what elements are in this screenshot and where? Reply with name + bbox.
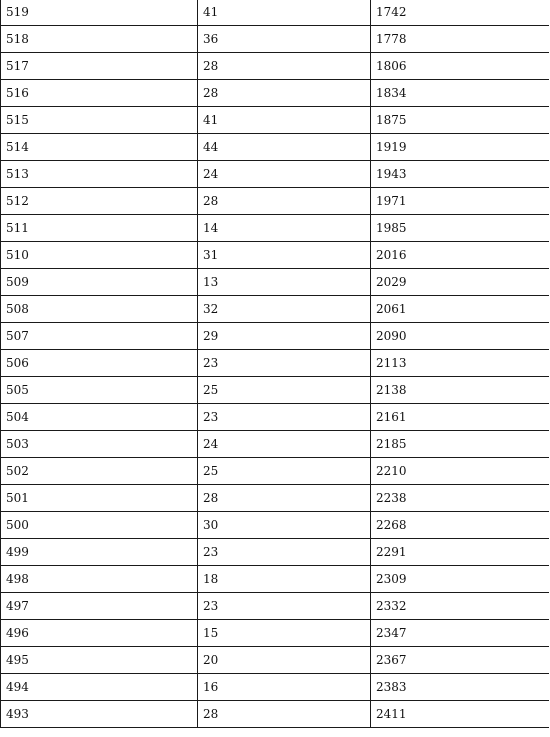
cumulative-cell: 2138 (371, 377, 550, 404)
score-cell: 495 (1, 647, 198, 674)
table-row (1, 674, 550, 701)
table-row (1, 350, 550, 377)
table-row (1, 134, 550, 161)
cumulative-cell: 2367 (371, 647, 550, 674)
table-row (1, 566, 550, 593)
count-cell: 28 (198, 701, 371, 728)
cumulative-cell: 2029 (371, 269, 550, 296)
score-cell: 502 (1, 458, 198, 485)
count-cell: 23 (198, 404, 371, 431)
cumulative-cell: 2113 (371, 350, 550, 377)
cumulative-cell: 2090 (371, 323, 550, 350)
cumulative-cell: 2383 (371, 674, 550, 701)
score-cell: 515 (1, 107, 198, 134)
table-row (1, 539, 550, 566)
table-row (1, 620, 550, 647)
cumulative-cell: 1742 (371, 0, 550, 26)
table-row (1, 26, 550, 53)
cumulative-cell: 1919 (371, 134, 550, 161)
score-cell: 511 (1, 215, 198, 242)
count-cell: 32 (198, 296, 371, 323)
table-row (1, 431, 550, 458)
count-cell: 28 (198, 188, 371, 215)
score-cell: 508 (1, 296, 198, 323)
count-cell: 18 (198, 566, 371, 593)
table-row (1, 80, 550, 107)
cumulative-cell: 2185 (371, 431, 550, 458)
score-cell: 506 (1, 350, 198, 377)
score-cell: 504 (1, 404, 198, 431)
score-cell: 519 (1, 0, 198, 26)
table-row (1, 242, 550, 269)
count-cell: 25 (198, 377, 371, 404)
cumulative-cell: 1778 (371, 26, 550, 53)
score-cell: 496 (1, 620, 198, 647)
count-cell: 28 (198, 53, 371, 80)
count-cell: 28 (198, 80, 371, 107)
table-row (1, 161, 550, 188)
cumulative-cell: 2291 (371, 539, 550, 566)
count-cell: 41 (198, 0, 371, 26)
count-cell: 44 (198, 134, 371, 161)
score-cell: 501 (1, 485, 198, 512)
score-cell: 514 (1, 134, 198, 161)
cumulative-cell: 1834 (371, 80, 550, 107)
count-cell: 15 (198, 620, 371, 647)
table-row (1, 269, 550, 296)
score-cell: 518 (1, 26, 198, 53)
score-cell: 516 (1, 80, 198, 107)
table-row (1, 0, 550, 26)
table-row (1, 107, 550, 134)
table-row (1, 296, 550, 323)
score-cell: 494 (1, 674, 198, 701)
cumulative-cell: 2061 (371, 296, 550, 323)
score-cell: 497 (1, 593, 198, 620)
cumulative-cell: 2016 (371, 242, 550, 269)
count-cell: 23 (198, 539, 371, 566)
score-cell: 505 (1, 377, 198, 404)
cumulative-cell: 2210 (371, 458, 550, 485)
score-cell: 513 (1, 161, 198, 188)
table-row (1, 188, 550, 215)
table-row (1, 323, 550, 350)
count-cell: 14 (198, 215, 371, 242)
table-body (1, 0, 550, 728)
count-cell: 36 (198, 26, 371, 53)
table-row (1, 53, 550, 80)
cumulative-cell: 2332 (371, 593, 550, 620)
count-cell: 16 (198, 674, 371, 701)
count-cell: 29 (198, 323, 371, 350)
count-cell: 23 (198, 350, 371, 377)
cumulative-cell: 2238 (371, 485, 550, 512)
score-cell: 498 (1, 566, 198, 593)
cumulative-cell: 2161 (371, 404, 550, 431)
table-row (1, 593, 550, 620)
score-cell: 509 (1, 269, 198, 296)
score-cell: 517 (1, 53, 198, 80)
count-cell: 30 (198, 512, 371, 539)
count-cell: 25 (198, 458, 371, 485)
table-row (1, 701, 550, 728)
table-row (1, 215, 550, 242)
cumulative-cell: 2411 (371, 701, 550, 728)
table-row (1, 377, 550, 404)
count-cell: 20 (198, 647, 371, 674)
count-cell: 31 (198, 242, 371, 269)
table-row (1, 512, 550, 539)
score-cell: 499 (1, 539, 198, 566)
count-cell: 24 (198, 161, 371, 188)
score-cell: 503 (1, 431, 198, 458)
cumulative-cell: 1971 (371, 188, 550, 215)
cumulative-cell: 1985 (371, 215, 550, 242)
cumulative-cell: 1943 (371, 161, 550, 188)
count-cell: 13 (198, 269, 371, 296)
cumulative-cell: 2347 (371, 620, 550, 647)
table-row (1, 404, 550, 431)
score-cell: 512 (1, 188, 198, 215)
score-cell: 500 (1, 512, 198, 539)
score-cell: 507 (1, 323, 198, 350)
table-row (1, 647, 550, 674)
cumulative-cell: 2309 (371, 566, 550, 593)
count-cell: 24 (198, 431, 371, 458)
count-cell: 28 (198, 485, 371, 512)
score-cell: 493 (1, 701, 198, 728)
score-cell: 510 (1, 242, 198, 269)
count-cell: 41 (198, 107, 371, 134)
cumulative-cell: 1806 (371, 53, 550, 80)
count-cell: 23 (198, 593, 371, 620)
cumulative-cell: 1875 (371, 107, 550, 134)
table-row (1, 458, 550, 485)
cumulative-cell: 2268 (371, 512, 550, 539)
table-row (1, 485, 550, 512)
